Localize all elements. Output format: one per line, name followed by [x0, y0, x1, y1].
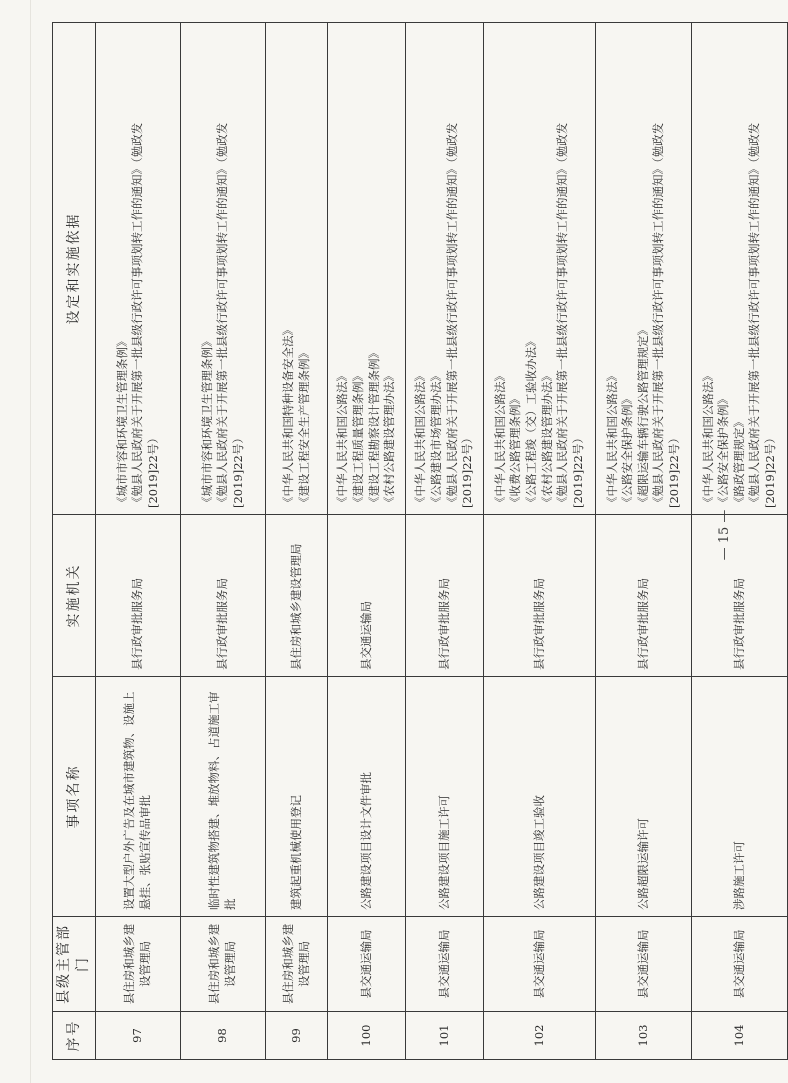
basis-line: 《公路安全保护条例》 — [716, 393, 731, 508]
row-item-name: 公路建设项目竣工验收 — [484, 677, 596, 917]
basis-line: [2019]22号） — [570, 432, 585, 508]
basis-line: 《中华人民共和国特种设备安全法》 — [280, 324, 295, 508]
row-item-name: 临时性建筑物搭建、堆放物料、占道施工审批 — [181, 677, 266, 917]
table-row — [266, 23, 328, 1060]
basis-line: 《勉县人民政府关于开展第一批县级行政许可事项划转工作的通知》（勉政发 — [215, 122, 230, 508]
row-agency: 县行政审批服务局 — [181, 515, 266, 677]
header-name: 事项名称 — [53, 677, 96, 917]
basis-line: 《勉县人民政府关于开展第一批县级行政许可事项划转工作的通知》（勉政发 — [747, 122, 762, 508]
basis-line: 《勉县人民政府关于开展第一批县级行政许可事项划转工作的通知》（勉政发 — [555, 122, 570, 508]
basis-line: 《中华人民共和国公路法》 — [492, 370, 507, 508]
row-dept: 县交通运输局 — [596, 917, 692, 1012]
basis-line: 《农村公路建设管理办法》 — [539, 370, 554, 508]
basis-line: 《收费公路管理条例》 — [508, 393, 523, 508]
basis-line: [2019]22号） — [460, 432, 475, 508]
row-basis — [266, 23, 328, 515]
row-dept: 县交通运输局 — [328, 917, 406, 1012]
scan-edge — [30, 0, 31, 1083]
row-agency: 县交通运输局 — [328, 515, 406, 677]
table-row — [328, 23, 406, 1060]
row-basis — [484, 23, 596, 515]
row-dept: 县住房和城乡建设管理局 — [96, 917, 181, 1012]
basis-line: 《建设工程安全生产管理条例》 — [296, 347, 311, 508]
row-item-name: 涉路施工许可 — [692, 677, 788, 917]
basis-line: 《中华人民共和国公路法》 — [700, 370, 715, 508]
row-item-name: 公路超限运输许可 — [596, 677, 692, 917]
table-row — [596, 23, 692, 1060]
basis-line: 《勉县人民政府关于开展第一批县级行政许可事项划转工作的通知》（勉政发 — [444, 122, 459, 508]
row-agency: 县住房和城乡建设管理局 — [266, 515, 328, 677]
row-agency: 县行政审批服务局 — [596, 515, 692, 677]
basis-line: 《勉县人民政府关于开展第一批县级行政许可事项划转工作的通知》（勉政发 — [651, 122, 666, 508]
row-item-name: 建筑起重机械使用登记 — [266, 677, 328, 917]
row-dept: 县交通运输局 — [406, 917, 484, 1012]
row-item-name: 设置大型户外广告及在城市建筑物、设施上悬挂、张贴宣传品审批 — [96, 677, 181, 917]
row-basis — [96, 23, 181, 515]
basis-line: 《农村公路建设管理办法》 — [382, 370, 397, 508]
basis-line: 《公路建设市场管理办法》 — [428, 370, 443, 508]
row-seq: 103 — [596, 1012, 692, 1060]
basis-line: [2019]22号） — [145, 432, 160, 508]
page-number: — 15 — — [716, 509, 732, 561]
row-item-name: 公路建设项目设计文件审批 — [328, 677, 406, 917]
basis-line: 《建设工程质量管理条例》 — [350, 370, 365, 508]
basis-line: 《路政管理规定》 — [731, 416, 746, 508]
basis-line: 《城市市容和环境卫生管理条例》 — [114, 335, 129, 508]
row-item-name: 公路建设项目施工许可 — [406, 677, 484, 917]
row-basis — [328, 23, 406, 515]
basis-line: 《超限运输车辆行驶公路管理规定》 — [635, 324, 650, 508]
basis-line: 《公路安全保护条例》 — [620, 393, 635, 508]
row-dept: 县住房和城乡建设管理局 — [266, 917, 328, 1012]
row-seq: 101 — [406, 1012, 484, 1060]
row-dept: 县交通运输局 — [692, 917, 788, 1012]
table-header-row — [53, 23, 96, 1060]
row-agency: 县行政审批服务局 — [692, 515, 788, 677]
table-row — [406, 23, 484, 1060]
basis-line: 《公路工程竣（交）工验收办法》 — [523, 335, 538, 508]
header-seq: 序号 — [53, 1012, 96, 1060]
basis-line: 《勉县人民政府关于开展第一批县级行政许可事项划转工作的通知》（勉政发 — [130, 122, 145, 508]
row-basis — [596, 23, 692, 515]
row-agency: 县行政审批服务局 — [484, 515, 596, 677]
row-seq: 102 — [484, 1012, 596, 1060]
basis-line: [2019]22号） — [666, 432, 681, 508]
row-seq: 99 — [266, 1012, 328, 1060]
table-row — [484, 23, 596, 1060]
row-dept: 县交通运输局 — [484, 917, 596, 1012]
row-seq: 104 — [692, 1012, 788, 1060]
row-seq: 100 — [328, 1012, 406, 1060]
basis-line: 《中华人民共和国公路法》 — [604, 370, 619, 508]
basis-line: 《建设工程勘察设计管理条例》 — [366, 347, 381, 508]
row-agency: 县行政审批服务局 — [406, 515, 484, 677]
row-seq: 98 — [181, 1012, 266, 1060]
row-basis — [692, 23, 788, 515]
basis-line: 《城市市容和环境卫生管理条例》 — [199, 335, 214, 508]
row-agency: 县行政审批服务局 — [96, 515, 181, 677]
row-basis — [181, 23, 266, 515]
header-basis: 设定和实施依据 — [53, 23, 96, 515]
basis-line: [2019]22号） — [762, 432, 777, 508]
basis-line: 《中华人民共和国公路法》 — [413, 370, 428, 508]
permit-items-table — [52, 22, 788, 1060]
table-row — [96, 23, 181, 1060]
row-basis — [406, 23, 484, 515]
table-row — [181, 23, 266, 1060]
row-seq: 97 — [96, 1012, 181, 1060]
header-dept: 县级主管部门 — [53, 917, 96, 1012]
basis-line: 《中华人民共和国公路法》 — [335, 370, 350, 508]
header-agency: 实施机关 — [53, 515, 96, 677]
basis-line: [2019]22号） — [230, 432, 245, 508]
row-dept: 县住房和城乡建设管理局 — [181, 917, 266, 1012]
